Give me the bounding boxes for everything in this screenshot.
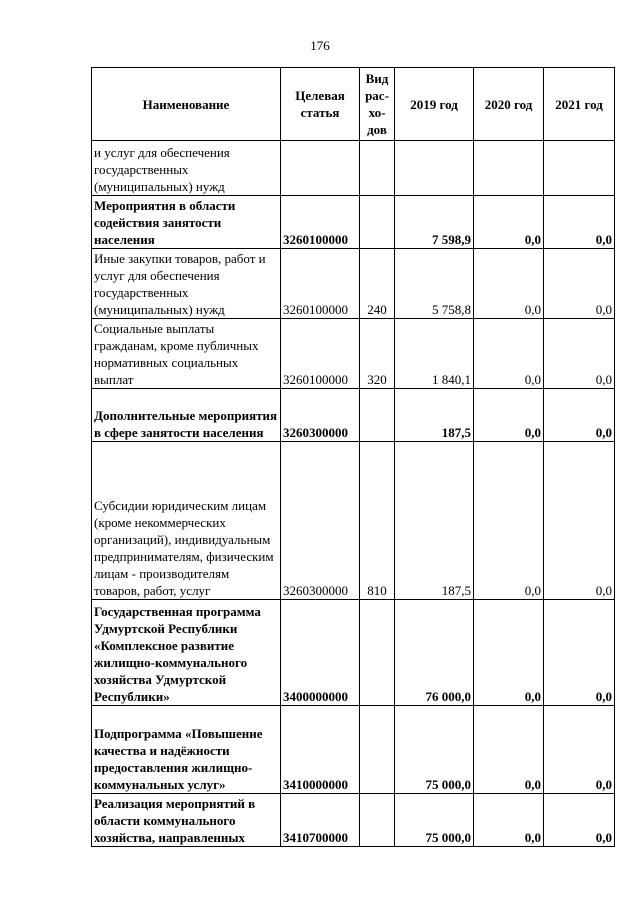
row-name-cell: Государственная программа Удмуртской Республики «Комплексное развитие жилищно-коммунального хозяйства Удмуртской Республики» [92, 600, 281, 706]
table-row [92, 794, 615, 847]
row-2020-cell [474, 141, 544, 196]
table-header-row [92, 68, 615, 141]
row-kind-cell: 320 [360, 319, 395, 389]
row-2020-cell: 0,0 [474, 389, 544, 442]
row-name-cell: Реализация мероприятий в области коммунального хозяйства, направленных [92, 794, 281, 847]
row-2020-cell: 0,0 [474, 319, 544, 389]
row-kind-cell [360, 794, 395, 847]
header-2019: 2019 год [395, 68, 474, 141]
header-name: Наименование [92, 68, 281, 141]
row-target-cell: 3260300000 [281, 442, 360, 600]
row-2019-cell: 7 598,9 [395, 196, 474, 249]
row-name-cell: Мероприятия в области содействия занятости населения [92, 196, 281, 249]
row-2019-cell: 75 000,0 [395, 794, 474, 847]
page-number: 176 [310, 38, 330, 53]
header-2020: 2020 год [474, 68, 544, 141]
row-2021-cell: 0,0 [544, 249, 615, 319]
row-2020-cell: 0,0 [474, 442, 544, 600]
header-kind: Вид рас-хо-дов [360, 68, 395, 141]
row-target-cell: 3410700000 [281, 794, 360, 847]
row-2021-cell: 0,0 [544, 389, 615, 442]
row-2019-cell: 75 000,0 [395, 706, 474, 794]
row-kind-cell [360, 141, 395, 196]
row-target-cell: 3410000000 [281, 706, 360, 794]
row-2021-cell: 0,0 [544, 600, 615, 706]
row-target-cell: 3260100000 [281, 196, 360, 249]
row-target-cell: 3260300000 [281, 389, 360, 442]
table-row [92, 196, 615, 249]
row-2021-cell: 0,0 [544, 196, 615, 249]
row-2021-cell [544, 141, 615, 196]
row-2019-cell: 187,5 [395, 442, 474, 600]
row-kind-cell: 810 [360, 442, 395, 600]
row-2021-cell: 0,0 [544, 794, 615, 847]
table-row [92, 141, 615, 196]
row-2020-cell: 0,0 [474, 706, 544, 794]
row-kind-cell [360, 600, 395, 706]
table-row [92, 319, 615, 389]
row-2019-cell [395, 141, 474, 196]
row-2019-cell: 5 758,8 [395, 249, 474, 319]
row-name-cell: Дополнительные мероприятия в сфере занятости населения [92, 389, 281, 442]
row-2019-cell: 187,5 [395, 389, 474, 442]
table-row [92, 706, 615, 794]
table-row [92, 389, 615, 442]
row-name-cell: Социальные выплаты гражданам, кроме публичных нормативных социальных выплат [92, 319, 281, 389]
row-2020-cell: 0,0 [474, 600, 544, 706]
row-name-cell: Субсидии юридическим лицам (кроме некоммерческих организаций), индивидуальным предпринимателям, физическим лицам - производителям товаров, работ, услуг [92, 442, 281, 600]
row-kind-cell: 240 [360, 249, 395, 319]
row-target-cell: 3260100000 [281, 249, 360, 319]
row-2021-cell: 0,0 [544, 706, 615, 794]
row-kind-cell [360, 706, 395, 794]
row-kind-cell [360, 196, 395, 249]
row-target-cell [281, 141, 360, 196]
row-2019-cell: 1 840,1 [395, 319, 474, 389]
header-target: Целевая статья [281, 68, 360, 141]
table-row [92, 249, 615, 319]
row-target-cell: 3260100000 [281, 319, 360, 389]
row-2019-cell: 76 000,0 [395, 600, 474, 706]
row-kind-cell [360, 389, 395, 442]
header-2021: 2021 год [544, 68, 615, 141]
table-row [92, 442, 615, 600]
table-row [92, 600, 615, 706]
row-name-cell: и услуг для обеспечения государственных (муниципальных) нужд [92, 141, 281, 196]
row-2020-cell: 0,0 [474, 794, 544, 847]
budget-table [91, 67, 615, 847]
row-2020-cell: 0,0 [474, 196, 544, 249]
row-2021-cell: 0,0 [544, 442, 615, 600]
row-name-cell: Иные закупки товаров, работ и услуг для обеспечения государственных (муниципальных) нужд [92, 249, 281, 319]
row-2020-cell: 0,0 [474, 249, 544, 319]
row-target-cell: 3400000000 [281, 600, 360, 706]
row-name-cell: Подпрограмма «Повышение качества и надёжности предоставления жилищно-коммунальных услуг» [92, 706, 281, 794]
row-2021-cell: 0,0 [544, 319, 615, 389]
